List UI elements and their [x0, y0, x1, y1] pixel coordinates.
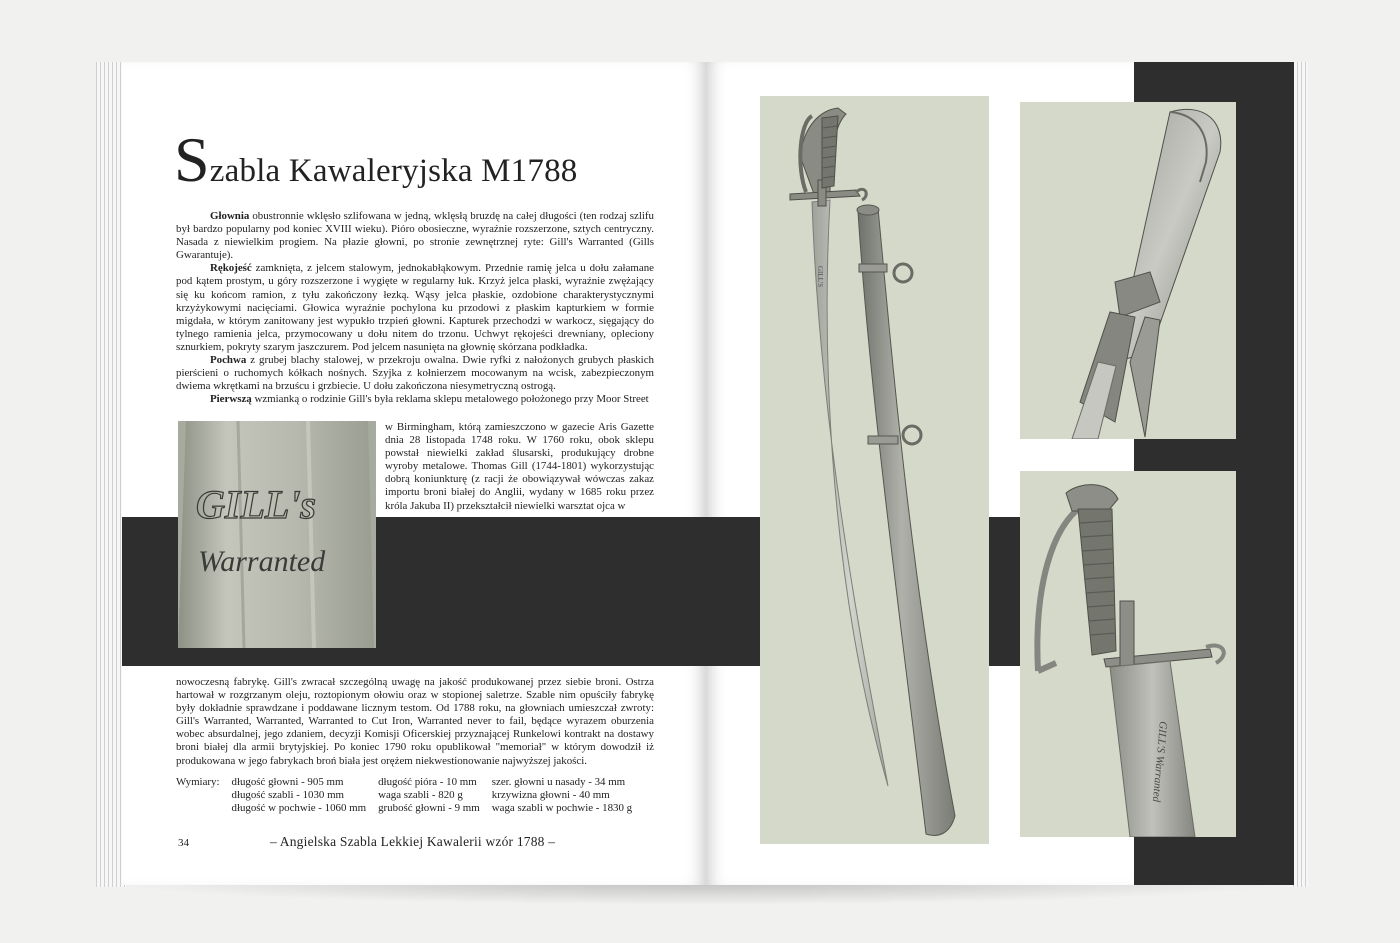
dimensions-label: Wymiary: — [176, 776, 220, 788]
engraving-photo — [178, 421, 376, 648]
hilt-detail-photo — [1020, 471, 1236, 837]
dimension-cell: waga szabli w pochwie - 1830 g — [491, 802, 633, 815]
paragraph-lead: Rękojeść — [210, 262, 252, 275]
article-body — [176, 210, 654, 406]
dimensions-row — [176, 802, 644, 815]
blade-engraving-image — [178, 421, 376, 648]
title-initial: S — [174, 124, 210, 195]
paragraph-lead: Głownia — [210, 210, 250, 222]
paragraph-text: zamknięta, z jelcem stalowym, jednokabłąkowym. Przednie ramię jelca u dołu załamane pod kątem prostym, u góry rozszerzone i wygięte w regularny łuk. Krzyż jelca płaski, wyraźnie zwężający się ku końcom ramion, z tyłu zakończony łezką. Wąsy jelca płaskie, ozdobione charakterystycznymi krzyżykowymi nacięciami. Głowica wyraźnie pochylona ku przodowi z płaskim kapturkiem w formie migdała, w którym zanitowany jest wypukło trzpień głowni. Kapturek przechodzi w warkocz, sięgający do tylnego ramienia jelca, przymocowany u dołu nitem do trzonu. Uchwyt rękojeści drewniany, opleciony sznurkiem, pokryty szarym jaszczurem. Pod jelcem nasunięta na głownię skórzana podkładka. — [176, 262, 654, 353]
dimensions-row — [176, 789, 644, 802]
running-footer: – Angielska Szabla Lekkiej Kawalerii wzór 1788 – — [270, 834, 556, 849]
pommel-detail-image — [1020, 102, 1236, 439]
paragraph-pierwsza — [176, 393, 654, 406]
dimensions-row — [176, 776, 644, 789]
continued-paragraph: nowoczesną fabrykę. Gill's zwracał szczególną uwagę na jakość produkowanej przez siebie broni. Ostrza hartował w rozgrzanym oleju, roztopionym ołowiu oraz w stopionej saletrze. Szable nim opuściły fabrykę były dokładnie sprawdzane i poddawane licznym testom. Od 1788 roku, na głowniach umieszczał zwroty: Gill's Warranted, Warranted, Warranted to Cut Iron, Warranted never to fail, będące wyrazem oburzenia wobec absurdalnej, jego zdaniem, decyzji Komisji Oficerskiej przyznającej Runkelowi kontrakt na dostawy broni białej dla armii brytyjskiej. Po koniec 1790 roku opublikował "memoriał" w którym dowodził iż produkowana w jego fabrykach broń biała jest orężem niekwestionowanie najwyższej jakości. — [176, 676, 654, 767]
hilt-detail-image — [1020, 471, 1236, 837]
paragraph-rekojesc — [176, 262, 654, 354]
paragraph-glownia — [176, 210, 654, 262]
engraving-line-2: Warranted — [198, 545, 326, 578]
paragraph-text: obustronnie wklęsło szlifowana w jedną, wklęsłą bruzdę na całej długości (ten rodzaj szlifu był bardzo popularny pod koniec XVIII wieku). Pióro obosieczne, wyraźnie rozszerzone, sztych centryczny. Nasada z niewielkim progiem. Na płazie głowni, po stronie zewnętrznej ryte: Gill's Warranted (Gills Gwarantuje). — [176, 210, 654, 262]
sabre-and-scabbard-photo — [760, 96, 989, 844]
dimension-cell: długość pióra - 10 mm — [378, 776, 477, 788]
dimension-cell: waga szabli - 820 g — [378, 789, 463, 802]
paragraph-text: z grubej blachy stalowej, w przekroju owalna. Dwie ryfki z nałożonych grubych płaskich pierścieni o ruchomych kółkach nośnych. Szyjka z kołnierzem mocowanym na wcisk, zabezpieczonym dwiema wkrętkami na brzuścu i grzbiecie. U dołu zakończona niesymetryczną ostrogą. — [176, 354, 654, 393]
dimension-cell: grubość głowni - 9 mm — [378, 802, 480, 815]
wrapped-text: w Birmingham, którą zamieszczono w gazecie Aris Gazette dnia 28 listopada 1748 roku. W 1760 roku, obok sklepu powstał niewielki zakład ślusarski, produkujący drobne wyroby metalowe. Thomas Gill (1744-1801) wykorzystując dobrą koniunkturę (z racji że obowiązywał wówczas zakaz importu broni białej do Anglii, wydany w 1685 roku przez króla Jakuba II) przekształcił niewielki warsztat ojca w — [385, 421, 654, 512]
blade-mark-main: GILL'S — [816, 266, 824, 288]
left-page — [122, 62, 706, 885]
paragraph-text: wzmianką o rodzinie Gill's była reklama sklepu metalowego położonego przy Moor Street — [251, 393, 649, 406]
dimension-cell: krzywizna głowni - 40 mm — [491, 789, 610, 802]
dimension-cell: długość głowni - 905 mm — [231, 776, 344, 788]
paragraph-lead: Pierwszą — [210, 393, 252, 406]
continued-body — [176, 676, 654, 768]
dimension-cell: długość w pochwie - 1060 mm — [231, 802, 367, 815]
title-rest: zabla Kawaleryjska M1788 — [209, 153, 578, 189]
dimension-cell: szer. głowni u nasady - 34 mm — [491, 776, 626, 788]
page-number: 34 — [178, 837, 189, 849]
dimension-cell: długość szabli - 1030 mm — [231, 789, 345, 802]
blade-mark-detail: GILL'S Warranted — [1149, 720, 1169, 803]
page-title — [174, 124, 578, 196]
paragraph-pochwa — [176, 354, 654, 393]
engraving-line-1: GILL's — [196, 482, 316, 527]
sabre-scabbard-image — [760, 96, 989, 844]
pommel-detail-photo — [1020, 102, 1236, 439]
paragraph-lead: Pochwa — [210, 354, 247, 367]
dimensions-table — [176, 776, 644, 815]
right-page — [706, 62, 1294, 885]
